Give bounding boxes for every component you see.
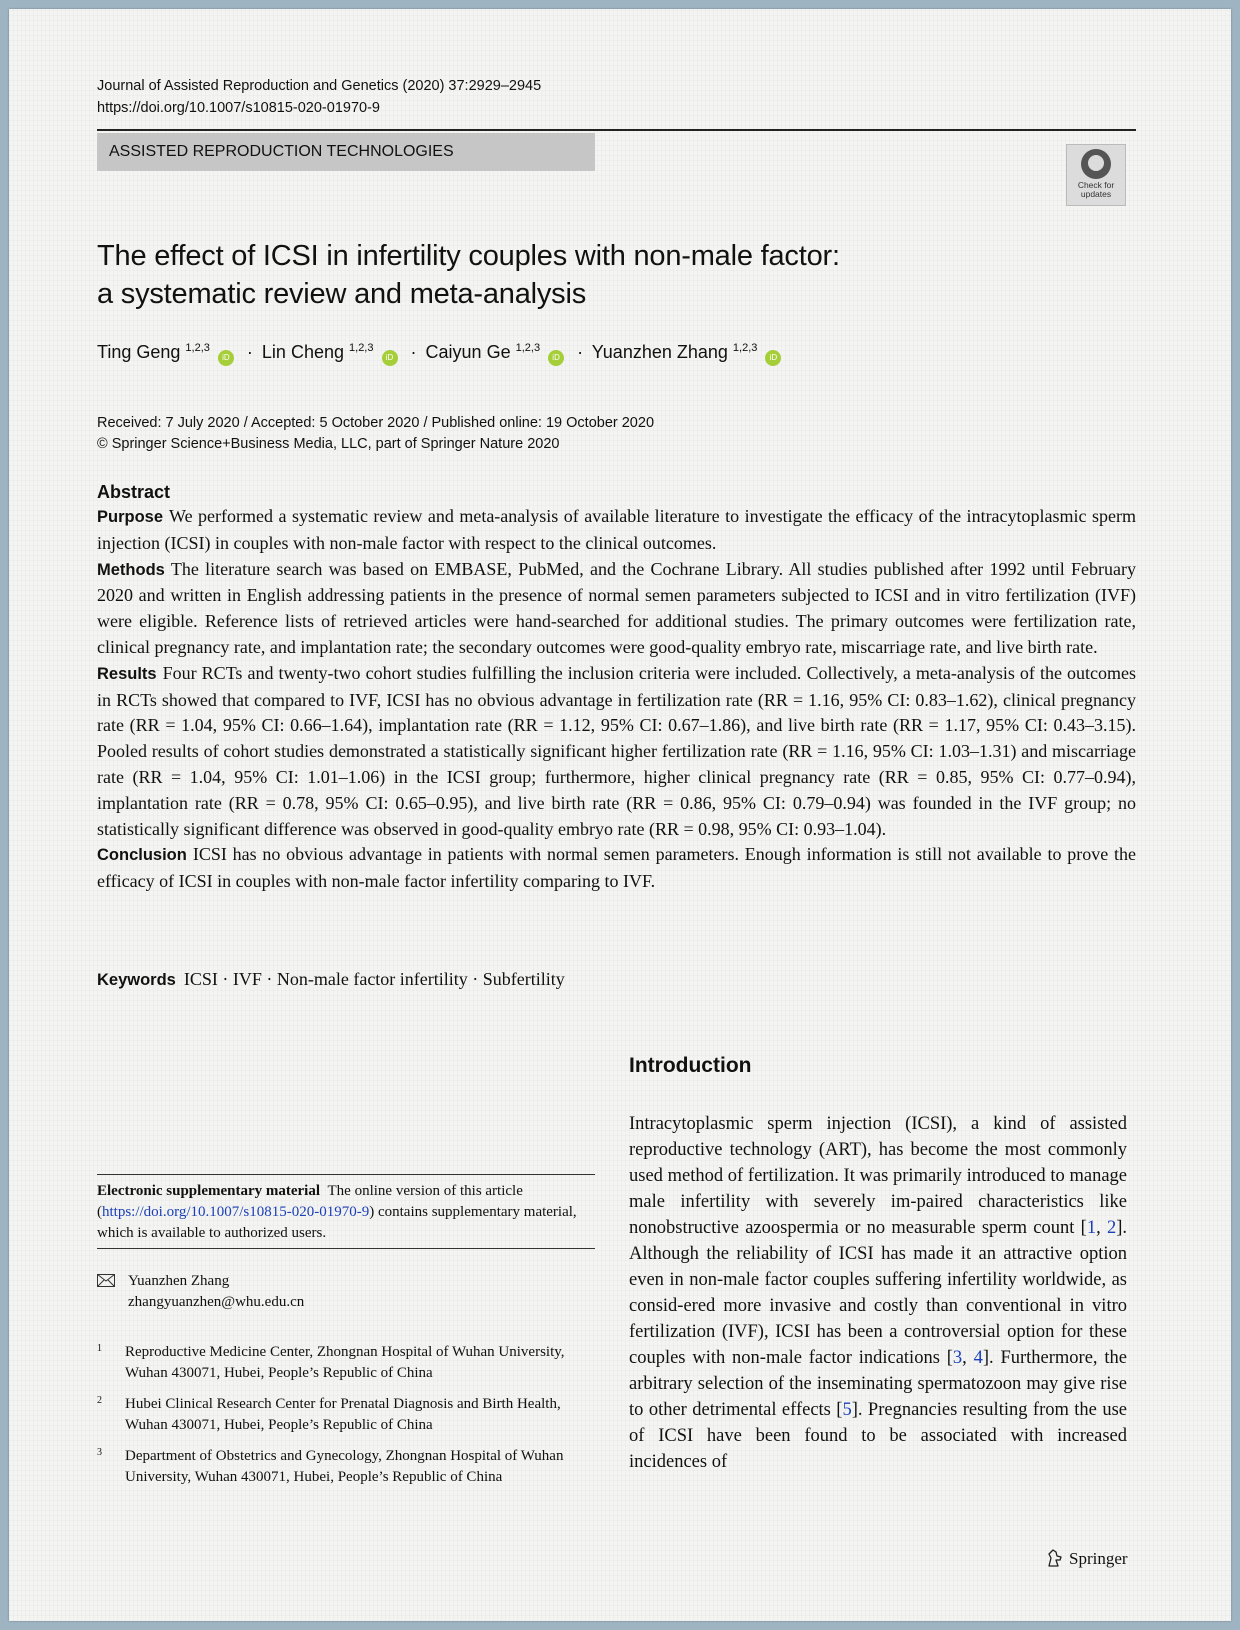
check-updates-line2: updates [1080,189,1112,199]
orcid-icon[interactable]: iD [218,350,234,366]
intro-text: , [1096,1218,1107,1238]
citation-link[interactable]: 5 [842,1400,852,1420]
citation-link[interactable]: 3 [952,1348,963,1368]
results-label: Results [97,664,157,683]
author-affiliation: 1,2,3 [185,342,210,354]
keywords-label: Keywords [97,971,176,989]
citation-link[interactable]: 1 [1086,1218,1097,1238]
affiliation [97,1342,595,1384]
title-line-1: The effect of ICSI in infertility couples with non-male factor: [97,240,840,272]
keywords-value: ICSI · IVF · Non-male factor infertility · Subfertility [183,969,565,989]
affiliation [97,1394,595,1436]
conclusion-text: ICSI has no obvious advantage in patients with normal semen parameters. Enough information is still not available to prove the efficacy of ICSI in couples with non-male factor infertility comparing to IVF. [97,844,1136,892]
citation-link[interactable]: 4 [973,1348,983,1368]
abstract-methods [97,557,1136,661]
title-line-2: a systematic review and meta-analysis [97,278,587,310]
methods-text: The literature search was based on EMBASE, PubMed, and the Cochrane Library. All studies published after 1992 until February 2020 and written in English addressing patients in the presence of normal semen parameters subjected to ICSI and in vitro fertilization (IVF) were eligible. Reference lists of retrieved articles were hand-searched for additional studies. The primary outcomes were fertilization rate, clinical pregnancy rate, and implantation rate; the secondary outcomes were good-quality embryo rate, miscarriage rate, and live birth rate. [97,558,1136,657]
intro-text: ]. Although the reliability of ICSI has made it an attractive option even in non-male factor couples suffering infertility worldwide, as consid-ered more invasive and costly than conventional in vitro fertilization (IVF), ICSI has been a controversial option for these couples with non-male factor indications [ [629,1218,1128,1368]
check-updates-icon [1081,149,1111,179]
esm-label: Electronic supplementary material [97,1183,321,1199]
journal-citation: Journal of Assisted Reproduction and Genetics (2020) 37:2929–2945 [97,78,542,94]
orcid-icon[interactable]: iD [548,350,564,366]
dates-line: Received: 7 July 2020 / Accepted: 5 October 2020 / Published online: 19 October 2020 [97,415,655,431]
affiliation-text: Hubei Clinical Research Center for Prenatal Diagnosis and Birth Health, Wuhan 430071, Hubei, People’s Republic of China [125,1396,561,1433]
springer-horse-icon [1045,1548,1065,1568]
methods-label: Methods [97,560,165,579]
article-page [9,9,1231,1621]
conclusion-label: Conclusion [97,846,187,865]
check-for-updates-badge[interactable] [1066,144,1126,206]
footnote-rule-bottom [97,1248,595,1249]
intro-text: ]. Furthermore, the arbitrary selection of the inseminating spermatozoon may give rise to other detrimental effects [ [629,1348,1127,1420]
article-title [97,237,997,313]
orcid-icon[interactable]: iD [382,350,398,366]
author-separator: · [577,342,584,362]
journal-doi[interactable]: https://doi.org/10.1007/s10815-020-01970-9 [97,100,380,116]
corresponding-name: Yuanzhen Zhang [128,1273,230,1289]
author-list [97,342,785,366]
affiliation-text: Reproductive Medicine Center, Zhongnan Hospital of Wuhan University, Wuhan 430071, Hubei, People’s Republic of China [125,1344,565,1381]
section-tag: ASSISTED REPRODUCTION TECHNOLOGIES [97,133,595,171]
author-affiliation: 1,2,3 [349,342,374,354]
introduction-paragraph [629,1111,1127,1475]
copyright-line: © Springer Science+Business Media, LLC, part of Springer Nature 2020 [97,436,560,452]
publisher-logo [1045,1548,1128,1569]
abstract [97,480,1136,895]
check-updates-line1: Check for [1077,180,1115,190]
publisher-name: Springer [1069,1549,1128,1568]
introduction-heading: Introduction [629,1054,752,1077]
footnote-rule-top [97,1174,595,1175]
publication-dates [97,413,654,455]
intro-text: , [962,1348,974,1368]
envelope-icon [97,1274,115,1287]
author-affiliation: 1,2,3 [515,342,541,354]
keywords [97,969,565,990]
corresponding-email[interactable]: zhangyuanzhen@whu.edu.cn [128,1294,305,1310]
author-name: Yuanzhen Zhang [591,342,728,362]
affiliation [97,1446,595,1488]
esm-link[interactable]: https://doi.org/10.1007/s10815-020-01970-9 [102,1204,370,1220]
abstract-conclusion [97,842,1136,895]
abstract-heading: Abstract [97,482,171,502]
author-name: Ting Geng [97,342,181,362]
abstract-results [97,661,1136,843]
affiliation-number: 1 [97,1343,102,1354]
orcid-icon[interactable]: iD [765,350,781,366]
abstract-purpose [97,504,1136,557]
author-affiliation: 1,2,3 [732,342,758,354]
purpose-label: Purpose [97,508,164,526]
corresponding-author [97,1271,304,1313]
journal-header [97,75,541,119]
results-text: Four RCTs and twenty-two cohort studies fulfilling the inclusion criteria were included. Collectively, a meta-analysis of the outcomes in RCTs showed that compared to IVF, ICSI has no obvious advantage in fertilization rate (RR = 1.16, 95% CI: 0.83–1.62), clinical pregnancy rate (RR = 1.04, 95% CI: 0.66–1.64), implantation rate (RR = 1.12, 95% CI: 0.67–1.86), and live birth rate (RR = 1.17, 95% CI: 0.43–3.15). Pooled results of cohort studies demonstrated a statistically significant higher fertilization rate (RR = 1.16, 95% CI: 1.03–1.31) and miscarriage rate (RR = 1.04, 95% CI: 1.01–1.06) in the ICSI group; furthermore, higher clinical pregnancy rate (RR = 0.85, 95% CI: 0.77–0.94), implantation rate (RR = 0.78, 95% CI: 0.65–0.95), and live birth rate (RR = 0.86, 95% CI: 0.79–0.94) was founded in the IVF group; no statistically significant difference was observed in good-quality embryo rate (RR = 0.98, 95% CI: 0.93–1.04). [97,662,1136,839]
author-separator: · [246,342,253,362]
affiliation-number: 3 [97,1447,102,1458]
esm-text: The online version of this article ( [97,1183,523,1220]
intro-text: Intracytoplasmic sperm injection (ICSI), a kind of assisted reproductive technology (ART), has become the most commonly used method of fertilization. It was primarily introduced to manage male infertility with severely im-paired characteristics like nonobstructive azoospermia or no measurable sperm count [ [629,1114,1127,1238]
author-name: Caiyun Ge [425,342,511,362]
purpose-text: We performed a systematic review and meta-analysis of available literature to investigate the efficacy of the intracytoplasmic sperm injection (ICSI) in couples with non-male factor with respect to the clinical outcomes. [97,506,1136,553]
affiliation-text: Department of Obstetrics and Gynecology, Zhongnan Hospital of Wuhan University, Wuhan 430071, Hubei, People’s Republic of China [125,1448,564,1485]
supplementary-material-note [97,1181,595,1244]
affiliation-number: 2 [97,1395,102,1406]
intro-text: ]. Pregnancies resulting from the use of ICSI have been found to be associated with increased incidences of [629,1400,1127,1472]
citation-link[interactable]: 2 [1106,1218,1117,1238]
esm-text: ) contains supplementary material, which is available to authorized users. [97,1204,577,1241]
author-name: Lin Cheng [261,342,344,362]
header-rule [97,129,1136,131]
author-separator: · [410,342,417,362]
